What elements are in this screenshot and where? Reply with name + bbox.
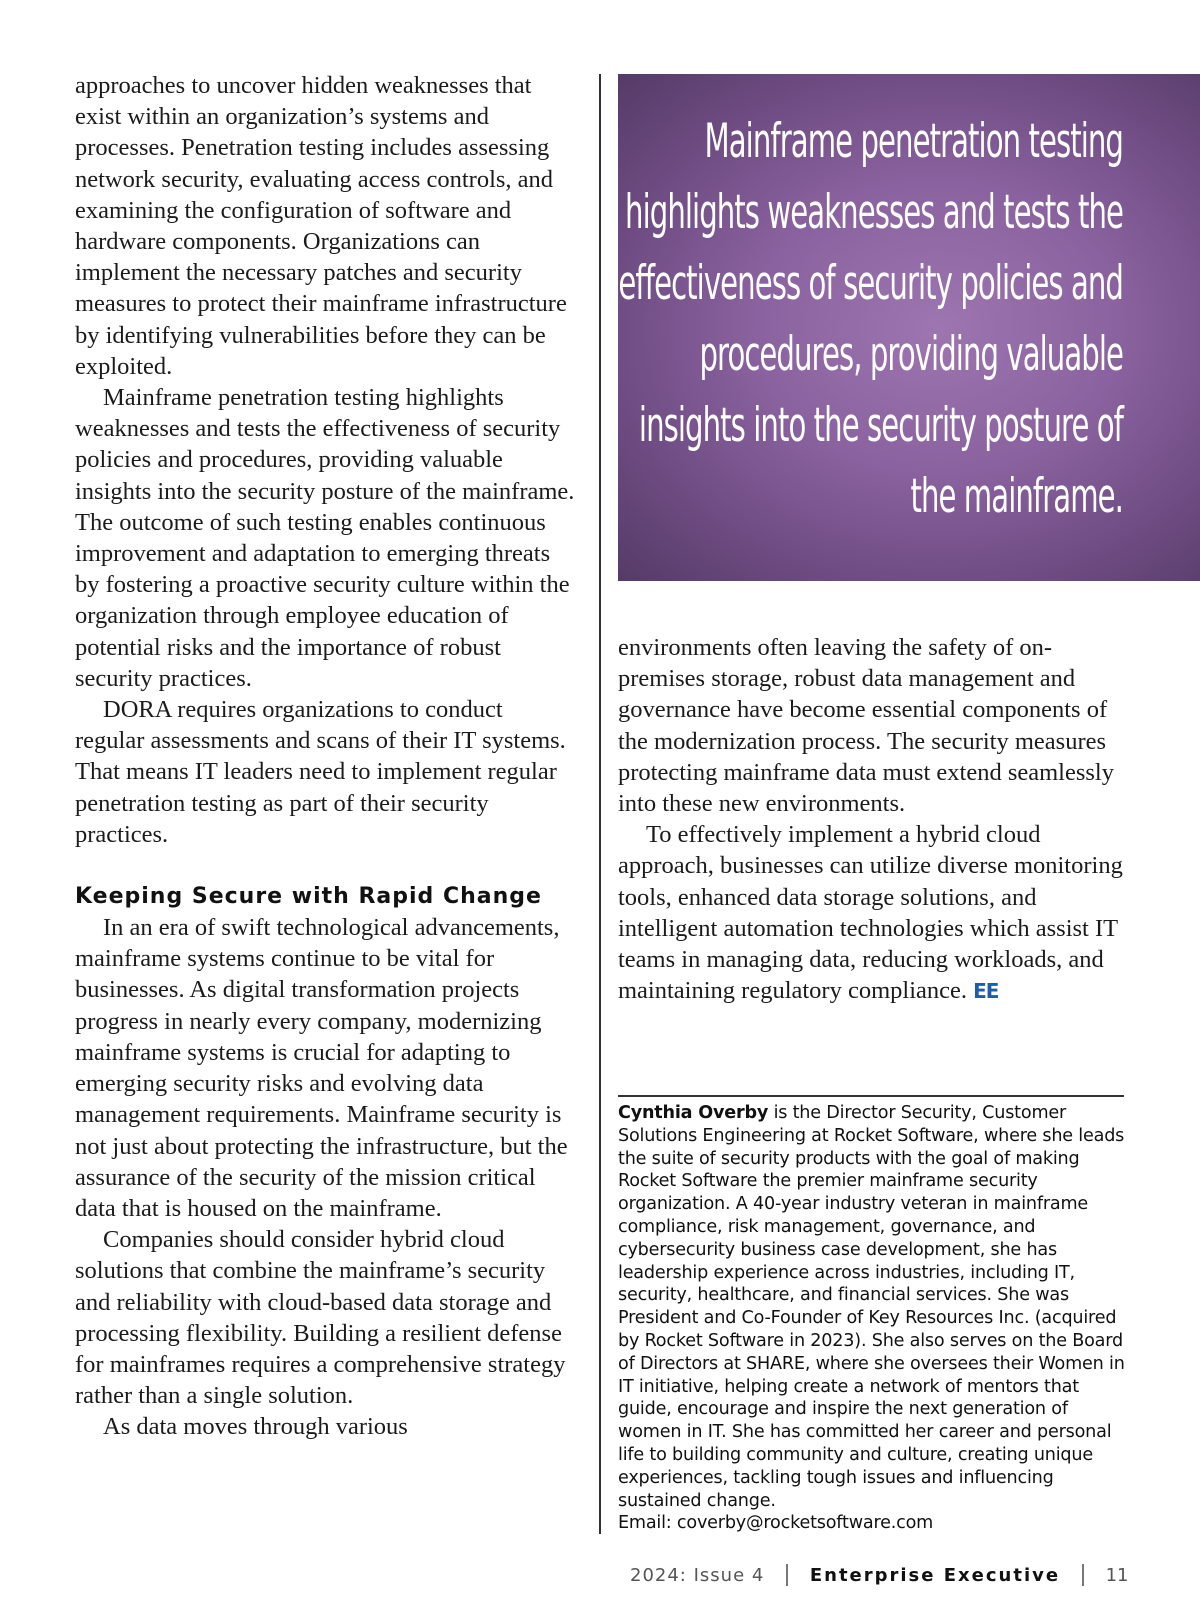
end-mark-logo: EE bbox=[973, 979, 999, 1004]
left-paragraph-2: Mainframe penetration testing highlights weaknesses and tests the effectiveness of security policies and procedures, providing valuable insights into the security posture of the mainframe. The outcome of such testing enables continuous improvement and adaptation to emerging threats by fostering a proactive security culture within the organization through employee education of potential risks and the importance of robust security practices. bbox=[75, 384, 575, 692]
page-footer bbox=[630, 1561, 1130, 1589]
right-paragraph-2-text: To effectively implement a hybrid cloud approach, businesses can utilize diverse monitoring tools, enhanced data storage solutions, and intelligent automation technologies which assist IT teams in managing data, reducing workloads, and maintaining regulatory compliance. bbox=[618, 821, 1123, 1005]
page-number: 11 bbox=[1105, 1564, 1129, 1586]
author-bio bbox=[618, 1102, 1128, 1535]
right-paragraph-1: environments often leaving the safety of on-premises storage, robust data management and governance have become essential components of the modernization process. The security measures protecting mainframe data must extend seamlessly into these new environments. bbox=[618, 634, 1114, 818]
right-paragraph-2 bbox=[618, 819, 1128, 1007]
bio-paragraph bbox=[618, 1102, 1128, 1512]
left-paragraph-5: Companies should consider hybrid cloud solutions that combine the mainframe’s security and reliability with cloud-based data storage and processing flexibility. Building a resilient defense for mainframes requires a comprehensive strategy rather than a single solution. bbox=[75, 1226, 566, 1410]
issue-label: 2024: Issue 4 bbox=[630, 1564, 765, 1586]
bio-divider bbox=[618, 1095, 1124, 1097]
author-email: Email: coverby@rocketsoftware.com bbox=[618, 1513, 934, 1534]
pull-quote-text: Mainframe penetration testing highlights weaknesses and tests the effectiveness of security policies and procedures, providing valuable insights into the security posture of the mainframe. bbox=[618, 114, 1123, 524]
section-heading: Keeping Secure with Rapid Change bbox=[75, 884, 542, 910]
left-paragraph-6: As data moves through various bbox=[103, 1413, 408, 1441]
footer-separator bbox=[786, 1564, 788, 1586]
left-paragraph-1: approaches to uncover hidden weaknesses that exist within an organization’s systems and processes. Penetration testing includes assessing network security, evaluating access controls, and examining the configuration of software and hardware components. Organizations can implement the necessary patches and security measures to protect their mainframe infrastructure by identifying vulnerabilities before they can be exploited. bbox=[75, 72, 567, 380]
magazine-title: Enterprise Executive bbox=[809, 1564, 1061, 1586]
footer-separator bbox=[1082, 1564, 1084, 1586]
pull-quote-box bbox=[618, 74, 1200, 581]
left-paragraph-3: DORA requires organizations to conduct regular assessments and scans of their IT systems. That means IT leaders need to implement regular penetration testing as part of their security practices. bbox=[75, 696, 566, 848]
left-column bbox=[75, 70, 577, 1443]
bio-text: is the Director Security, Customer Solutions Engineering at Rocket Software, where she leads the suite of security products with the goal of making Rocket Software the premier mainframe security organization. A 40-year industry veteran in mainframe compliance, risk management, governance, and cybersecurity business case development, she has leadership experience across industries, including IT, security, healthcare, and financial services. She was President and Co-Founder of Key Resources Inc. (acquired by Rocket Software in 2023). She also serves on the Board of Directors at SHARE, where she oversees their Women in IT initiative, helping create a network of mentors that guide, encourage and inspire the next generation of women in IT. She has committed her career and personal life to building community and culture, creating unique experiences, tackling tough issues and influencing sustained change. bbox=[618, 1103, 1125, 1511]
left-paragraph-4: In an era of swift technological advancements, mainframe systems continue to be vital for businesses. As digital transformation projects progress in nearly every company, modernizing mainframe systems is crucial for adapting to emerging security risks and evolving data management requirements. Mainframe security is not just about protecting the infrastructure, but the assurance of the security of the mission critical data that is housed on the mainframe. bbox=[75, 914, 568, 1222]
author-name: Cynthia Overby bbox=[618, 1103, 769, 1123]
right-column bbox=[618, 632, 1128, 1007]
